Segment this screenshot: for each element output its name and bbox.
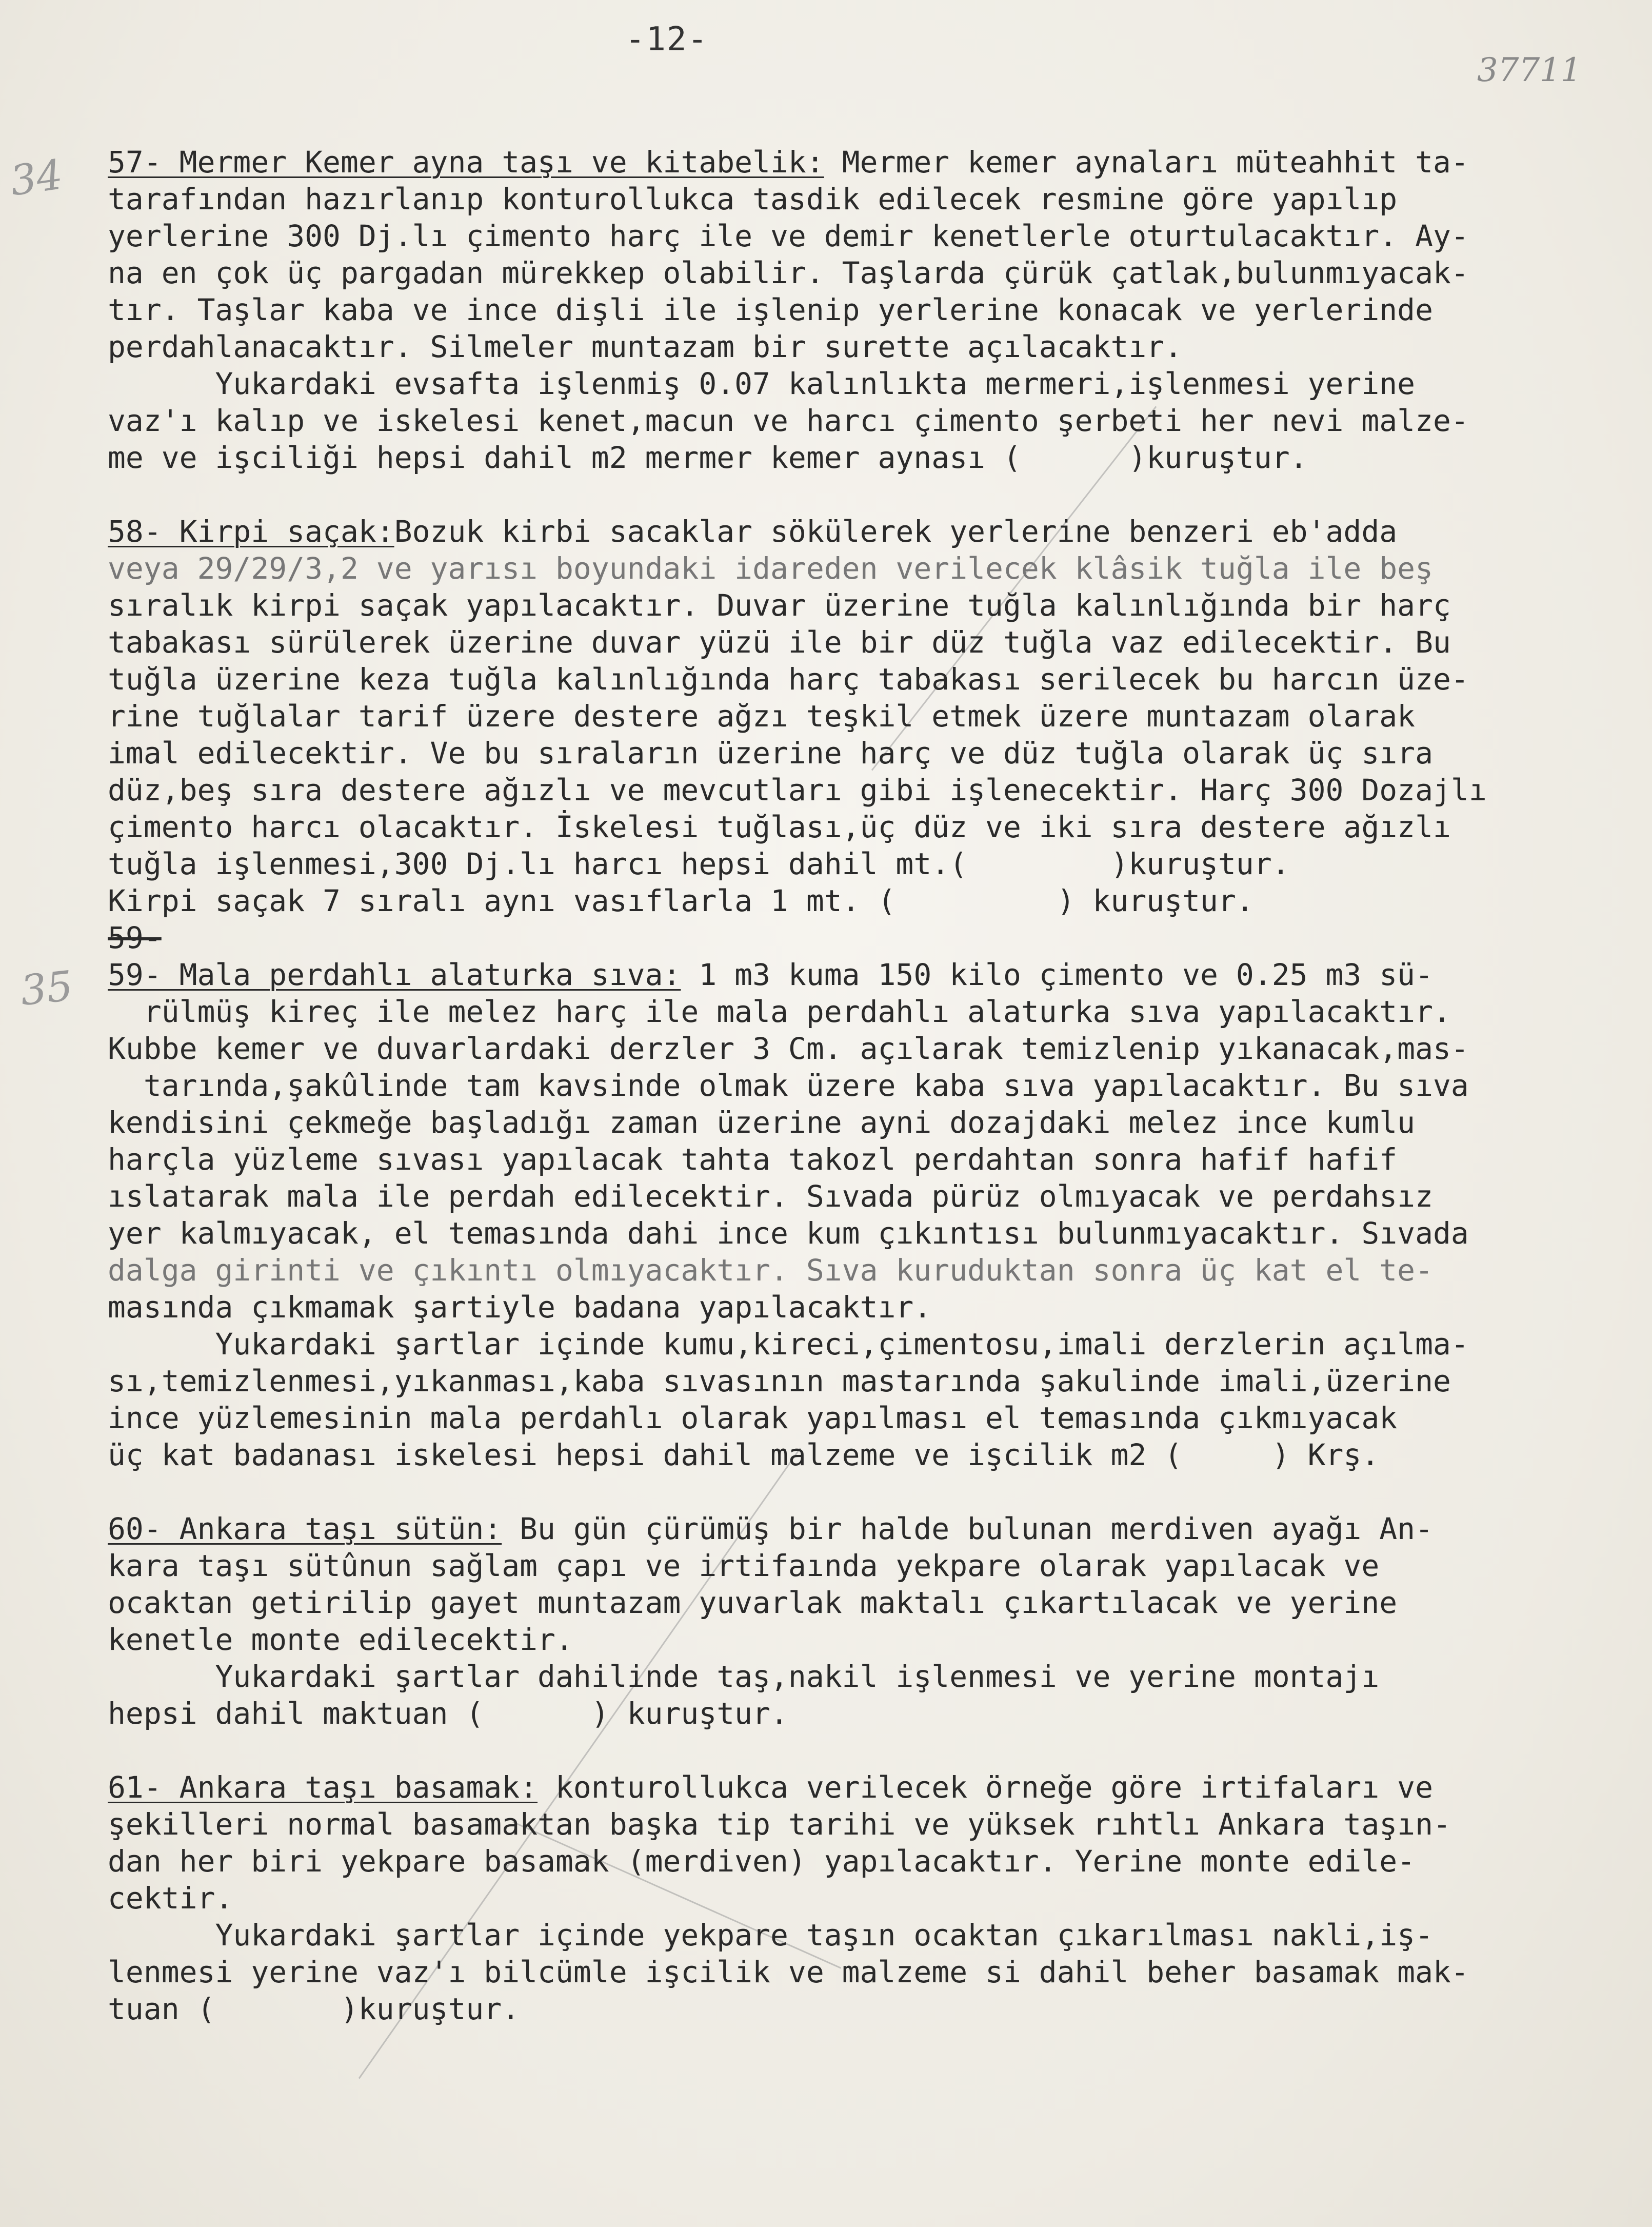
text-line: tuğla işlenmesi,300 Dj.lı harcı hepsi dahil mt.( )kuruştur. [108,846,1290,881]
text-line: ıslatarak mala ile perdah edilecektir. Sıvada pürüz olmıyacak ve perdahsız [108,1179,1434,1214]
text-line: perdahlanacaktır. Silmeler muntazam bir surette açılacaktır. [108,329,1183,364]
text-run: Bu gün çürümüş bir halde bulunan merdiven ayağı An- [502,1511,1434,1546]
text-line: üç kat badanası iskelesi hepsi dahil malzeme ve işcilik m2 ( ) Krş. [108,1437,1380,1472]
text-line: hepsi dahil maktuan ( ) kuruştur. [108,1696,788,1731]
margin-note: 34 [7,150,66,205]
text-line: imal edilecektir. Ve bu sıraların üzerine harç ve düz tuğla olarak üç sıra [108,736,1434,771]
text-line: ocaktan getirilip gayet muntazam yuvarlak maktalı çıkartılacak ve yerine [108,1585,1398,1620]
text-line: sıralık kirpi saçak yapılacaktır. Duvar üzerine tuğla kalınlığında bir harç [108,588,1451,623]
text-line [108,1510,1621,1547]
text-line [108,513,1621,550]
text-line: Yukardaki şartlar dahilinde taş,nakil işlenmesi ve yerine montajı [108,1659,1380,1694]
section-59 [108,956,1621,1473]
text-line: harçla yüzleme sıvası yapılacak tahta takozl perdahtan sonra hafif hafif [108,1142,1398,1177]
text-line: veya 29/29/3,2 ve yarısı boyundaki idareden verilecek klâsik tuğla ile beş [108,551,1434,586]
text-line: Yukardaki şartlar içinde kumu,kireci,çimentosu,imali derzlerin açılma- [108,1327,1469,1362]
page-number: -12- [625,21,709,58]
text-line: rine tuğlalar tarif üzere destere ağzı teşkil etmek üzere muntazam olarak [108,699,1416,734]
section-57 [108,144,1621,476]
archive-number: 37711 [1477,51,1582,89]
section-heading: 57- Mermer Kemer ayna taşı ve kitabelik: [108,145,824,180]
text-line [108,144,1621,181]
section-heading: 60- Ankara taşı sütün: [108,1511,502,1546]
text-line [108,1769,1621,1806]
section-heading: 59- Mala perdahlı alaturka sıva: [108,957,681,992]
text-line: tuğla üzerine keza tuğla kalınlığında harç tabakası serilecek bu harcın üze- [108,662,1469,697]
section-61 [108,1769,1621,2027]
text-line: kendisini çekmeğe başladığı zaman üzerine ayni dozajdaki melez ince kumlu [108,1105,1416,1140]
text-line: rülmüş kireç ile melez harç ile mala perdahlı alaturka sıva yapılacaktır. [108,994,1451,1029]
text-line: Kirpi saçak 7 sıralı aynı vasıflarla 1 mt. ( ) kuruştur. [108,883,1254,918]
text-run: Mermer kemer aynaları müteahhit ta- [824,145,1469,180]
text-line: Kubbe kemer ve duvarlardaki derzler 3 Cm. açılarak temizlenip yıkanacak,mas- [108,1031,1469,1066]
text-line: yer kalmıyacak, el temasında dahi ince kum çıkıntısı bulunmıyacaktır. Sıvada [108,1216,1469,1251]
text-line: tuan ( )kuruştur. [108,1992,520,2026]
text-line: vaz'ı kalıp ve iskelesi kenet,macun ve harcı çimento şerbeti her nevi malze- [108,403,1469,438]
section-heading: 58- Kirpi saçak: [108,514,394,549]
text-line: cektir. [108,1881,233,1916]
text-line: dan her biri yekpare basamak (merdiven) yapılacaktır. Yerine monte edile- [108,1844,1416,1879]
text-line: Yukardaki evsafta işlenmiş 0.07 kalınlıkta mermeri,işlenmesi yerine [108,366,1416,401]
text-line: ince yüzlemesinin mala perdahlı olarak yapılması el temasında çıkmıyacak [108,1401,1398,1435]
text-run: konturollukca verilecek örneğe göre irtifaları ve [538,1770,1434,1805]
text-line: şekilleri normal basamaktan başka tip tarihi ve yüksek rıhtlı Ankara taşın- [108,1807,1451,1842]
text-line: me ve işciliği hepsi dahil m2 mermer kemer aynası ( )kuruştur. [108,440,1308,475]
text-line: tır. Taşlar kaba ve ince dişli ile işlenip yerlerine konacak ve yerlerinde [108,292,1434,327]
text-run: 1 m3 kuma 150 kilo çimento ve 0.25 m3 sü- [681,957,1434,992]
text-line: lenmesi yerine vaz'ı bilcümle işcilik ve malzeme si dahil beher basamak mak- [108,1955,1469,1989]
margin-note: 35 [18,961,75,1015]
text-line: tarafından hazırlanıp konturollukca tasdik edilecek resmine göre yapılıp [108,182,1398,216]
text-line: kara taşı sütûnun sağlam çapı ve irtifaında yekpare olarak yapılacak ve [108,1548,1380,1583]
text-line: çimento harcı olacaktır. İskelesi tuğlası,üç düz ve iki sıra destere ağızlı [108,810,1451,844]
struck-number: 59- [108,920,162,955]
section-58 [108,513,1621,956]
text-line: sı,temizlenmesi,yıkanması,kaba sıvasının mastarında şakulinde imali,üzerine [108,1364,1451,1398]
text-line [108,956,1621,993]
text-run: Bozuk kirbi sacaklar sökülerek yerlerine benzeri eb'adda [394,514,1398,549]
text-line: tabakası sürülerek üzerine duvar yüzü ile bir düz tuğla vaz edilecektir. Bu [108,625,1451,660]
text-line: na en çok üç pargadan mürekkep olabilir. Taşlarda çürük çatlak,bulunmıyacak- [108,255,1469,290]
text-line: masında çıkmamak şartiyle badana yapılacaktır. [108,1290,932,1325]
text-line: tarında,şakûlinde tam kavsinde olmak üzere kaba sıva yapılacaktır. Bu sıva [108,1068,1469,1103]
text-line: düz,beş sıra destere ağızlı ve mevcutları gibi işlenecektir. Harç 300 Dozajlı [108,773,1487,807]
text-line: Yukardaki şartlar içinde yekpare taşın ocaktan çıkarılması nakli,iş- [108,1918,1434,1953]
section-60 [108,1510,1621,1732]
text-line: kenetle monte edilecektir. [108,1622,573,1657]
text-line: dalga girinti ve çıkıntı olmıyacaktır. Sıva kuruduktan sonra üç kat el te- [108,1253,1434,1288]
text-line: yerlerine 300 Dj.lı çimento harç ile ve demir kenetlerle oturtulacaktır. Ay- [108,219,1469,253]
document-body [108,144,1621,2064]
section-heading: 61- Ankara taşı basamak: [108,1770,538,1805]
